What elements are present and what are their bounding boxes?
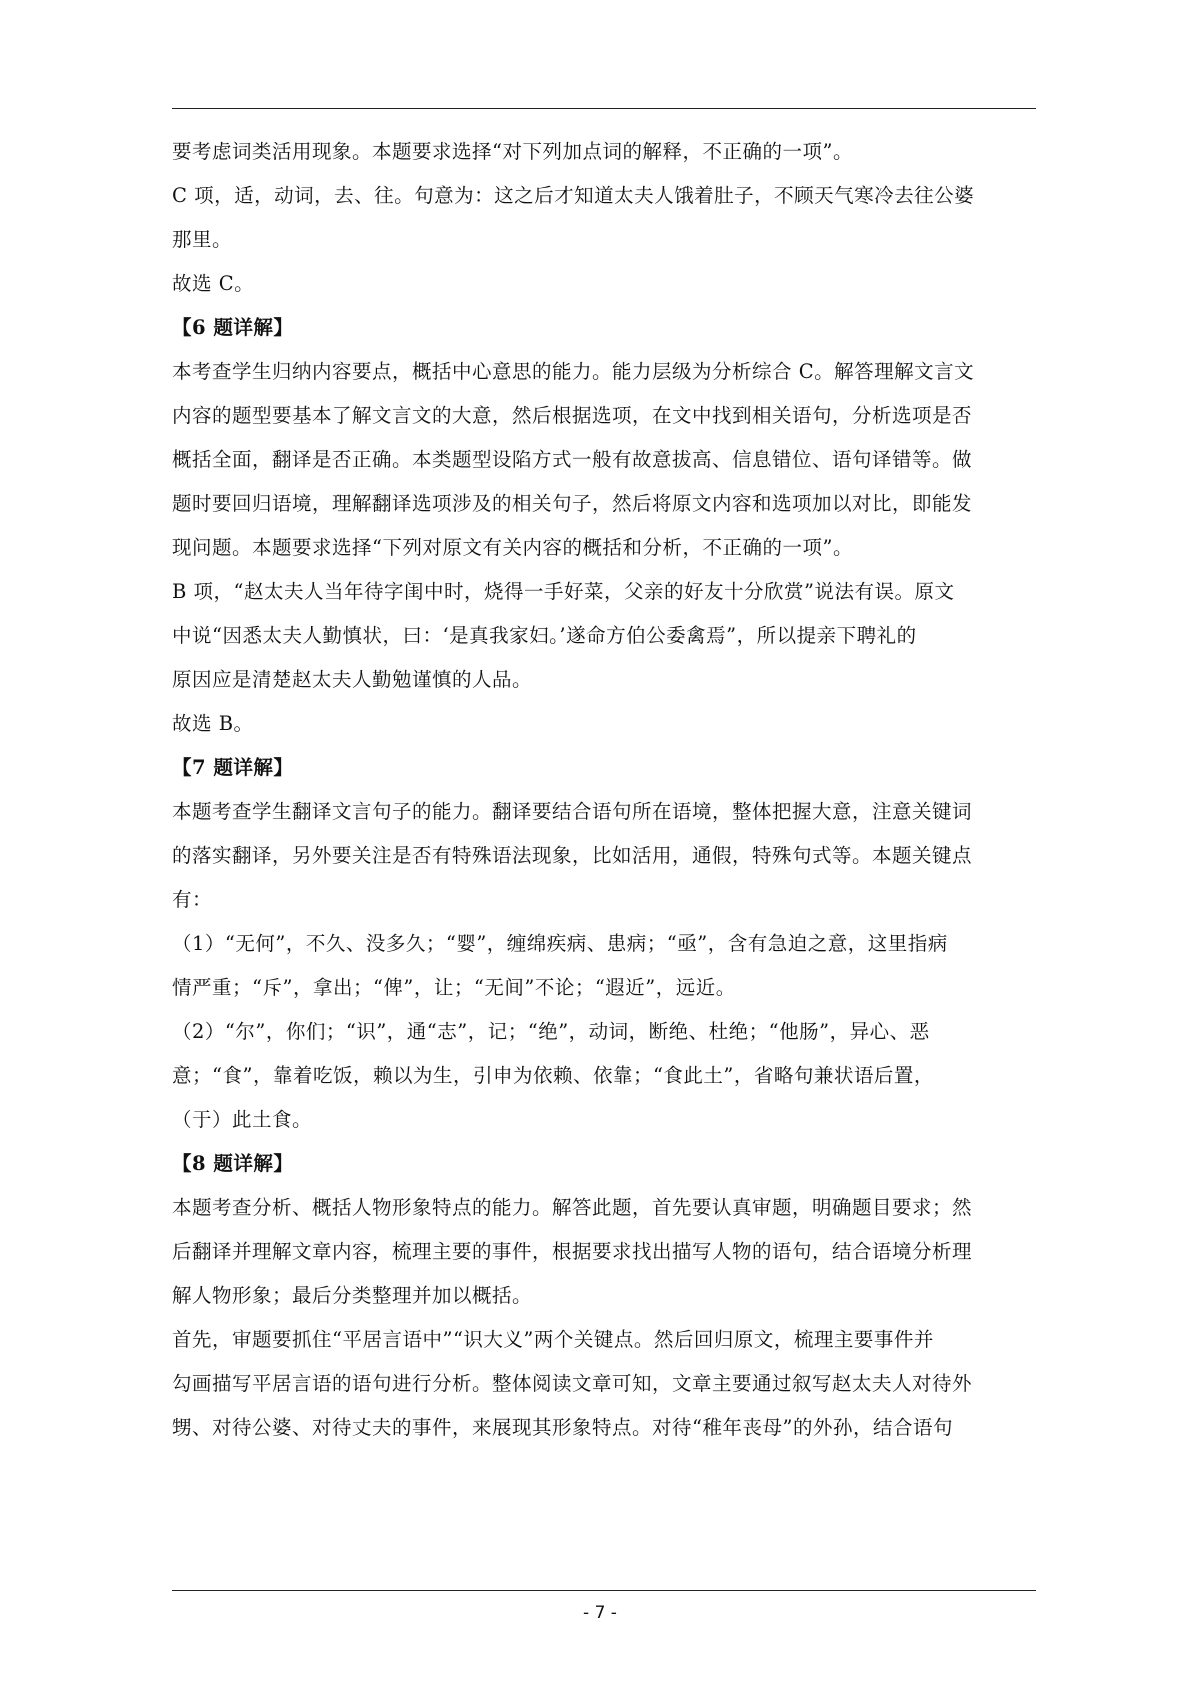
text-line: 概括全面，翻译是否正确。本类题型设陷方式一般有故意拔高、信息错位、语句译错等。做 bbox=[172, 448, 973, 471]
text-line: 情严重；“斥”，拿出；“俾”，让；“无间”不论；“遐近”，远近。 bbox=[172, 976, 736, 999]
text-line: 原因应是清楚赵太夫人勤勉谨慎的人品。 bbox=[172, 668, 533, 691]
text-line: 那里。 bbox=[172, 228, 233, 251]
text-line: 现问题。本题要求选择“下列对原文有关内容的概括和分析，不正确的一项”。 bbox=[172, 536, 853, 559]
text-line: （2）“尔”，你们；“识”，通“志”，记；“绝”，动词，断绝、杜绝；“他肠”，异心、恶 bbox=[172, 1020, 930, 1043]
text-line: 勾画描写平居言语的语句进行分析。整体阅读文章可知，文章主要通过叙写赵太夫人对待外 bbox=[172, 1372, 973, 1395]
text-line: 中说“因悉太夫人勤慎状，曰：‘是真我家妇。’遂命方伯公委禽焉”，所以提亲下聘礼的 bbox=[172, 624, 917, 647]
text-line: 后翻译并理解文章内容，梳理主要的事件，根据要求找出描写人物的语句，结合语境分析理 bbox=[172, 1240, 973, 1263]
text-line: B 项，“赵太夫人当年待字闺中时，烧得一手好菜，父亲的好友十分欣赏”说法有误。原文 bbox=[172, 580, 955, 603]
text-line: 意；“食”，靠着吃饭，赖以为生，引申为依赖、依靠；“食此土”，省略句兼状语后置， bbox=[172, 1064, 934, 1087]
text-line: （于）此土食。 bbox=[172, 1108, 313, 1131]
text-line: C 项，适，动词，去、往。句意为：这之后才知道太夫人饿着肚子，不顾天气寒冷去往公婆 bbox=[172, 184, 975, 207]
text-line: 甥、对待公婆、对待丈夫的事件，来展现其形象特点。对待“稚年丧母”的外孙，结合语句 bbox=[172, 1416, 953, 1439]
section-heading-6: 【6 题详解】 bbox=[172, 316, 294, 339]
text-line: 首先，审题要抓住“平居言语中”“识大义”两个关键点。然后回归原文，梳理主要事件并 bbox=[172, 1328, 934, 1351]
text-line: 故选 C。 bbox=[172, 272, 255, 295]
header-rule bbox=[172, 108, 1036, 109]
text-line: 本题考查学生翻译文言句子的能力。翻译要结合语句所在语境，整体把握大意，注意关键词 bbox=[172, 800, 973, 823]
text-line: 有： bbox=[172, 888, 213, 911]
text-line: 题时要回归语境，理解翻译选项涉及的相关句子，然后将原文内容和选项加以对比，即能发 bbox=[172, 492, 973, 515]
text-line: 要考虑词类活用现象。本题要求选择“对下列加点词的解释，不正确的一项”。 bbox=[172, 140, 853, 163]
text-line: 故选 B。 bbox=[172, 712, 254, 735]
section-heading-7: 【7 题详解】 bbox=[172, 756, 294, 779]
text-line: 内容的题型要基本了解文言文的大意，然后根据选项，在文中找到相关语句，分析选项是否 bbox=[172, 404, 973, 427]
section-heading-8: 【8 题详解】 bbox=[172, 1152, 294, 1175]
page-number: - 7 - bbox=[583, 1603, 617, 1623]
text-line: 解人物形象；最后分类整理并加以概括。 bbox=[172, 1284, 533, 1307]
text-line: （1）“无何”，不久、没多久；“婴”，缠绵疾病、患病；“亟”，含有急迫之意，这里指病 bbox=[172, 932, 948, 955]
text-line: 本题考查分析、概括人物形象特点的能力。解答此题，首先要认真审题，明确题目要求；然 bbox=[172, 1196, 973, 1219]
footer-rule bbox=[172, 1590, 1036, 1591]
text-line: 本考查学生归纳内容要点，概括中心意思的能力。能力层级为分析综合 C。解答理解文言文 bbox=[172, 360, 975, 383]
text-line: 的落实翻译，另外要关注是否有特殊语法现象，比如活用，通假，特殊句式等。本题关键点 bbox=[172, 844, 973, 867]
